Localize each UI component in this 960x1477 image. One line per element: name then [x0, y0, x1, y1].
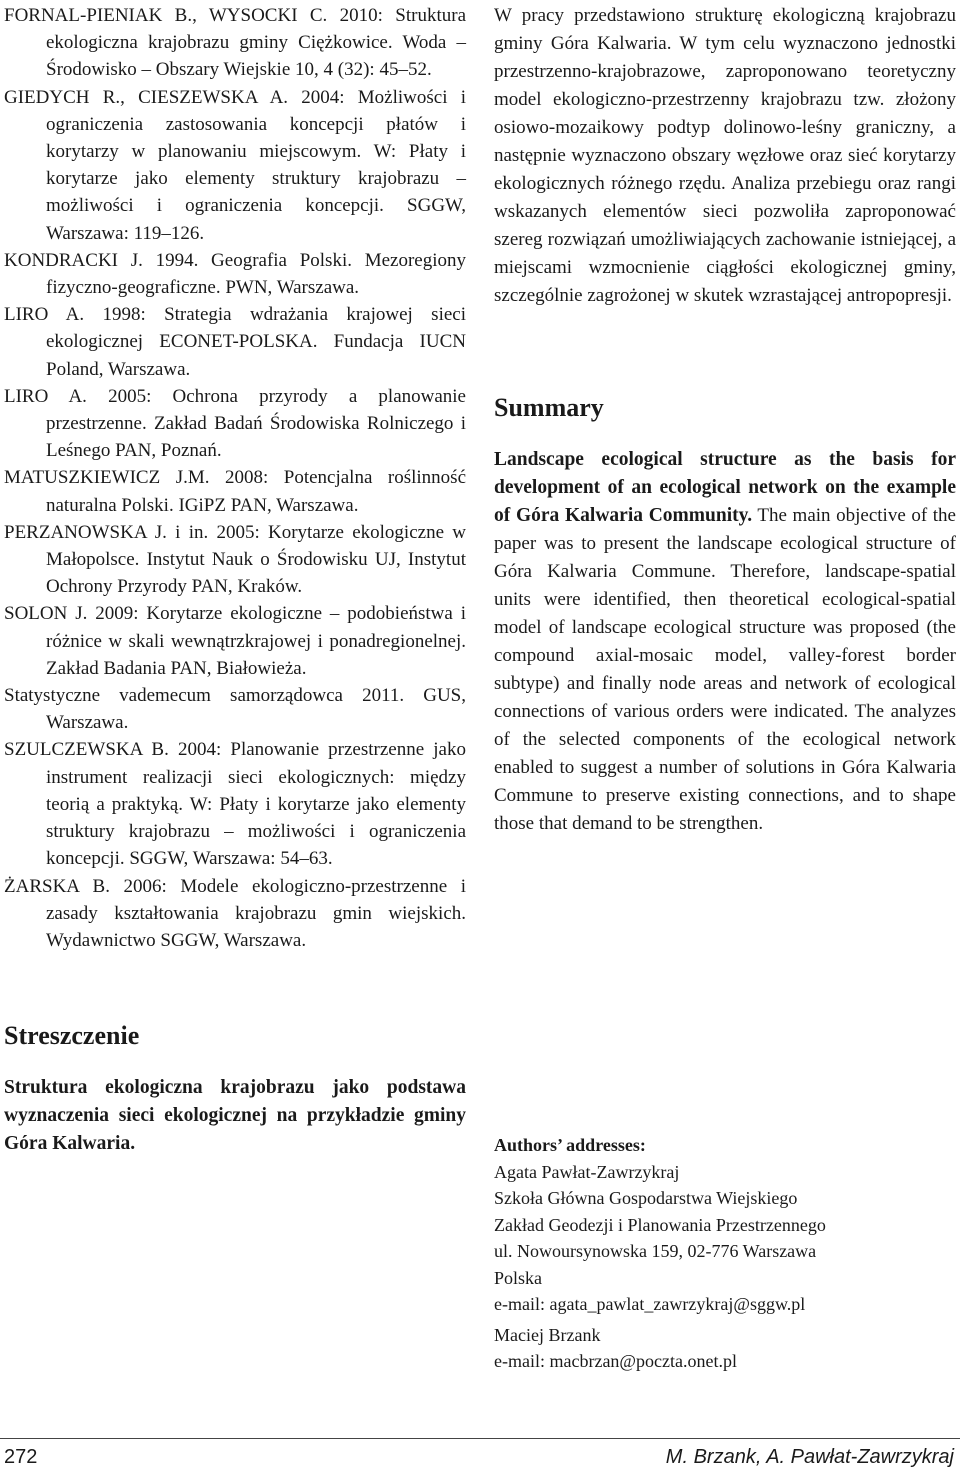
- reference-item: FORNAL-PIENIAK B., WYSOCKI C. 2010: Struktura ekologiczna krajobrazu gminy Ciężkowice. Woda – Środowisko – Obszary Wiejskie 10, 4 (32): 45–52.: [4, 5, 466, 81]
- streszczenie-heading: Streszczenie: [4, 1021, 140, 1051]
- reference-item: ŻARSKA B. 2006: Modele ekologiczno-przestrzenne i zasady kształtowania krajobrazu gmin wiejskich. Wydawnictwo SGGW, Warszawa.: [4, 875, 466, 951]
- running-footer-authors: M. Brzank, A. Pawłat-Zawrzykraj: [665, 1446, 954, 1468]
- summary-text: The main objective of the paper was to present the landscape ecological structure of Góra Kalwaria Commune. Therefore, landscape-spatial units were identified, then theoretical ecological-spatial model of landscape ecological structure was proposed (the compound axial-mosaic model, valley-forest border subtype) and finally node areas and network of ecological connections of various orders were indicated. The analyzes of the selected components of the ecological network enabled to suggest a number of solutions in Góra Kalwaria Commune to preserve existing connections, and to shape those that demand to be strengthen.: [494, 505, 956, 834]
- summary-paragraph: [494, 446, 956, 838]
- streszczenie-paragraph: [4, 1074, 466, 1158]
- reference-item: SZULCZEWSKA B. 2004: Planowanie przestrzenne jako instrument realizacji sieci ekologicznych: między teorią a praktyką. W: Płaty i korytarze jako elementy struktury krajobrazu – możliwości i ograniczenia koncepcji. SGGW, Warszawa: 54–63.: [4, 739, 466, 870]
- reference-item: LIRO A. 1998: Strategia wdrażania krajowej sieci ekologicznej ECONET-POLSKA. Fundacja IUCN Poland, Warszawa.: [4, 304, 466, 380]
- left-column: [4, 2, 466, 1158]
- reference-item: PERZANOWSKA J. i in. 2005: Korytarze ekologiczne w Małopolsce. Instytut Nauk o Środowisku UJ, Instytut Ochrony Przyrody PAN, Kraków.: [4, 521, 466, 598]
- reference-item: GIEDYCH R., CIESZEWSKA A. 2004: Możliwości i ograniczenia zastosowania koncepcji płatów i korytarzy w planowaniu miejscowym. W: Płaty i korytarze jako elementy struktury krajobrazu – możliwości i ograniczenia koncepcji. SGGW, Warszawa: 119–126.: [4, 86, 466, 244]
- department: Zakład Geodezji i Planowania Przestrzennego: [494, 1214, 826, 1235]
- reference-item: MATUSZKIEWICZ J.M. 2008: Potencjalna roślinność naturalna Polski. IGiPZ PAN, Warszawa.: [4, 467, 466, 516]
- street-address: ul. Nowoursynowska 159, 02-776 Warszawa: [494, 1241, 817, 1261]
- reference-item: LIRO A. 2005: Ochrona przyrody a planowanie przestrzenne. Zakład Badań Środowiska Rolniczego i Leśnego PAN, Poznań.: [4, 385, 466, 462]
- summary-heading: Summary: [494, 393, 604, 422]
- reference-item: KONDRACKI J. 1994. Geografia Polski. Mezoregiony fizyczno-geograficzne. PWN, Warszawa.: [4, 249, 466, 299]
- institution: Szkoła Główna Gospodarstwa Wiejskiego: [494, 1188, 798, 1208]
- country: Polska: [494, 1267, 543, 1288]
- footer-divider: [0, 1438, 960, 1439]
- authors-addresses: [494, 1132, 956, 1375]
- email-link[interactable]: e-mail: agata_pawlat_zawrzykraj@sggw.pl: [494, 1294, 806, 1314]
- email-link[interactable]: e-mail: macbrzan@poczta.onet.pl: [494, 1351, 737, 1371]
- right-column: [494, 2, 956, 1371]
- reference-item: SOLON J. 2009: Korytarze ekologiczne – podobieństwa i różnice w skali wewnątrzkrajowej i ponadregionelnej. Zakład Badania PAN, Białowieża.: [4, 603, 466, 679]
- addresses-heading: Authors’ addresses:: [494, 1135, 646, 1155]
- author-name: Maciej Brzank: [494, 1324, 601, 1345]
- reference-list: [4, 2, 466, 954]
- reference-item: Statystyczne vademecum samorządowca 2011. GUS, Warszawa.: [4, 685, 466, 734]
- page-number: 272: [4, 1446, 38, 1468]
- streszczenie-title: Struktura ekologiczna krajobrazu jako podstawa wyznaczenia sieci ekologicznej na przykładzie gminy Góra Kalwaria.: [4, 1077, 466, 1155]
- streszczenie-text: W pracy przedstawiono strukturę ekologiczną krajobrazu gminy Góra Kalwaria. W tym celu wyznaczono jednostki przestrzenno-krajobrazowe, zaproponowano teoretyczny model ekologiczno-przestrzenny krajobrazu tzw. złożony osiowo-mozaikowy podtyp dolinowo-leśny graniczny, a następnie wyznaczono obszary węzłowe oraz sieć korytarzy ekologicznych różnego rzędu. Analiza przebiegu oraz rangi wskazanych elementów sieci pozwoliła zaproponować szereg rozwiązań umożliwiających zachowanie istniejącej, a miejscami wzmocnienie ciągłości ekologicznej gminy, szczególnie zagrożonej w skutek wzrastającej antropopresji.: [494, 5, 956, 306]
- author-name: Agata Pawłat-Zawrzykraj: [494, 1161, 680, 1182]
- summary-title: Landscape ecological structure as the basis for development of an ecological network on the example of Góra Kalwaria Community.: [494, 449, 956, 526]
